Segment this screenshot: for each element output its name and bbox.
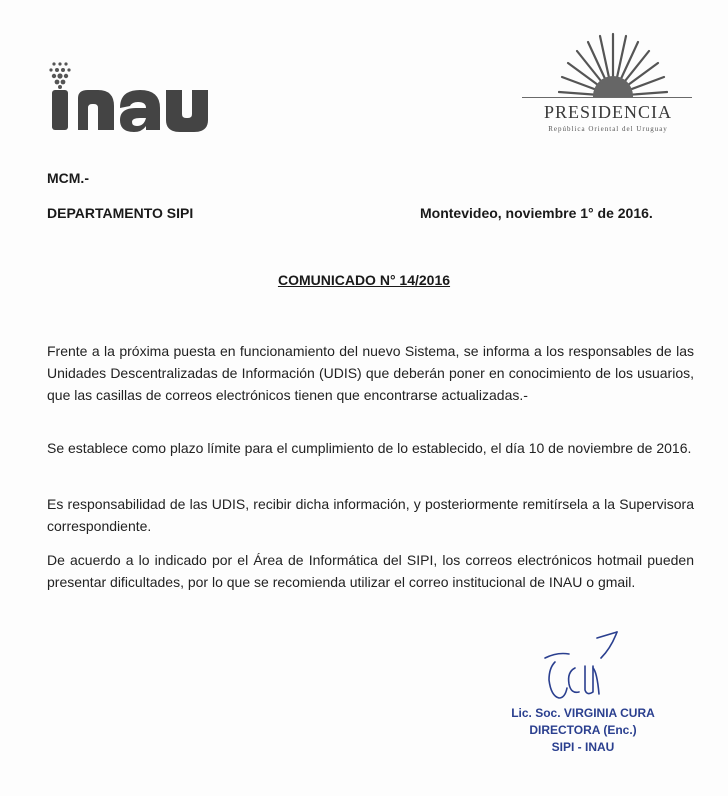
presidencia-rule bbox=[522, 97, 692, 98]
signer-role: DIRECTORA (Enc.) bbox=[529, 723, 637, 737]
sun-emblem-icon bbox=[558, 30, 668, 98]
place-date-line: Montevideo, noviembre 1° de 2016. bbox=[420, 205, 653, 221]
presidencia-title: PRESIDENCIA bbox=[543, 102, 672, 122]
handwritten-signature bbox=[535, 628, 625, 708]
body-paragraph: De acuerdo a lo indicado por el Área de Informática del SIPI, los correos electrónicos hotmail pueden presentar dificultades, por lo que se recomienda utilizar el correo institucional de INAU o gmail. bbox=[47, 552, 694, 590]
signer-name: Lic. Soc. VIRGINIA CURA bbox=[511, 706, 655, 720]
body-paragraph: Se establece como plazo límite para el cumplimiento de lo establecido, el día 10 de noviembre de 2016. bbox=[47, 440, 692, 456]
signature-block bbox=[498, 705, 668, 756]
recipient-line: MCM.- bbox=[47, 170, 89, 186]
signer-unit: SIPI - INAU bbox=[551, 740, 615, 754]
presidencia-subtitle: República Oriental del Uruguay bbox=[548, 125, 668, 133]
presidencia-logo bbox=[518, 30, 698, 140]
inau-logo bbox=[40, 50, 210, 140]
body-paragraph: Frente a la próxima puesta en funcionamiento del nuevo Sistema, se informa a los responsables de las Unidades Descentralizadas de Información (UDIS) que deberán poner en conocimiento de los usuarios, que las casillas de correos electrónicos tienen que encontrarse actualizadas.- bbox=[47, 343, 694, 403]
body-paragraph: Es responsabilidad de las UDIS, recibir dicha información, y posteriormente remitírsela a la Supervisora correspondiente. bbox=[47, 496, 694, 534]
inau-logo-graphic bbox=[40, 50, 210, 140]
department-line: DEPARTAMENTO SIPI bbox=[47, 205, 194, 221]
document-title: COMUNICADO N° 14/2016 bbox=[277, 272, 451, 288]
